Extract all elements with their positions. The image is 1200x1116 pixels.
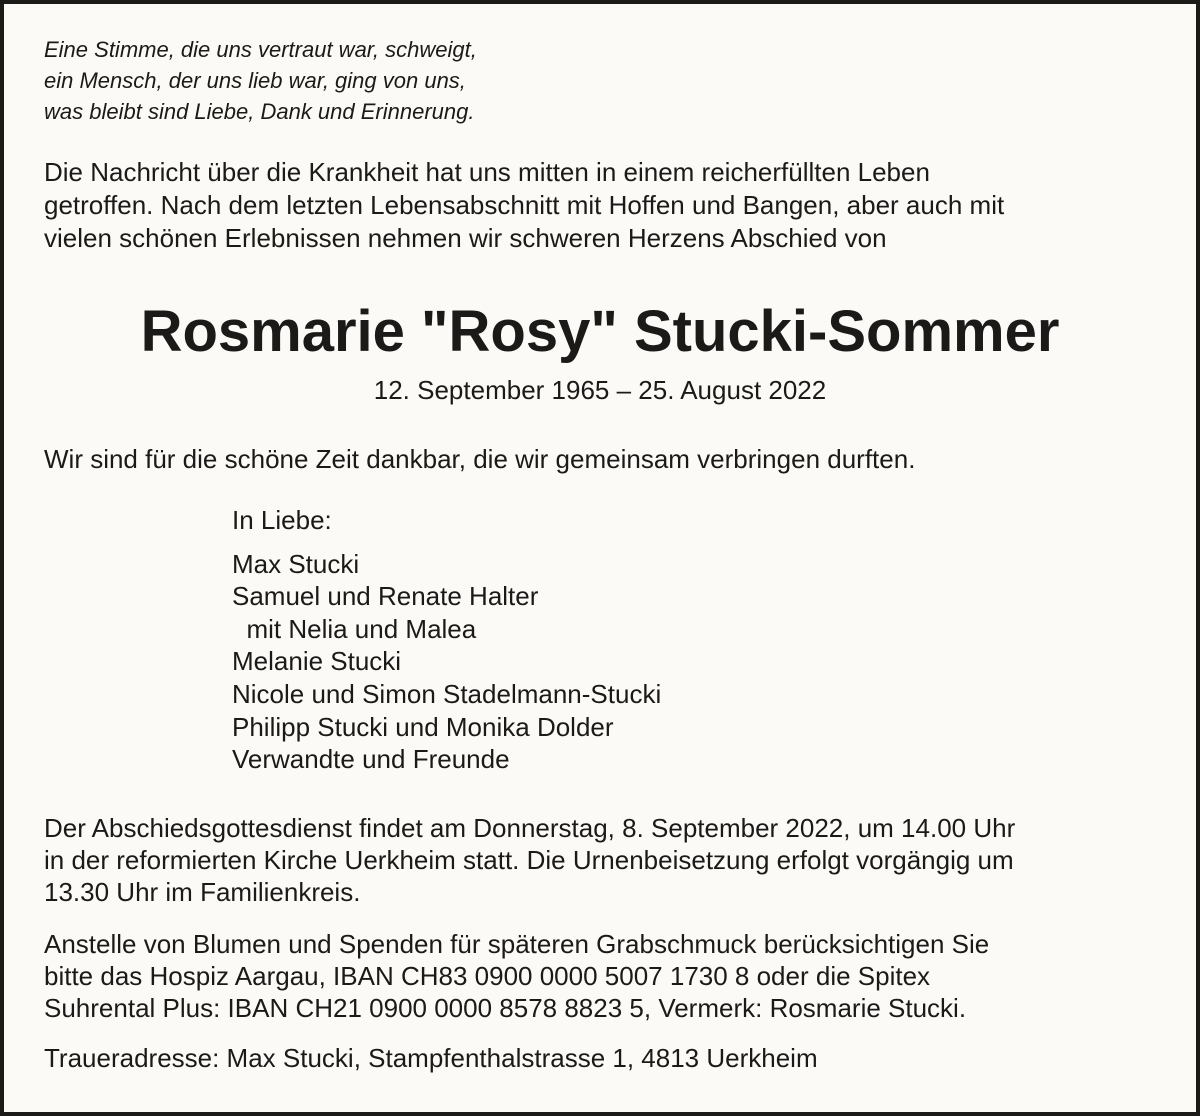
donations-line: bitte das Hospiz Aargau, IBAN CH83 0900 0000 5007 1730 8 oder die Spitex [44, 961, 931, 991]
mourner-name: Max Stucki [232, 548, 360, 579]
mourner-name: Melanie Stucki [232, 646, 402, 677]
mourner-name: Samuel und Renate Halter [232, 581, 539, 612]
intro-line: getroffen. Nach dem letzten Lebensabschnitt mit Hoffen und Bangen, aber auch mit [44, 190, 1005, 220]
intro-line: Die Nachricht über die Krankheit hat uns mitten in einem reicherfüllten Leben [44, 157, 930, 187]
service-paragraph [44, 812, 1164, 908]
mourners-list [232, 504, 661, 776]
life-dates: 12. September 1965 – 25. August 2022 [373, 375, 827, 405]
intro-line: vielen schönen Erlebnissen nehmen wir schweren Herzens Abschied von [44, 223, 887, 253]
mourners-lead: In Liebe: [232, 505, 332, 535]
service-line: Der Abschiedsgottesdienst findet am Donnerstag, 8. September 2022, um 14.00 Uhr [44, 813, 1016, 843]
service-line: in der reformierten Kirche Uerkheim statt. Die Urnenbeisetzung erfolgt vorgängig um [44, 845, 1014, 875]
mourner-name: Philipp Stucki und Monika Dolder [232, 711, 614, 742]
donations-line: Anstelle von Blumen und Spenden für späteren Grabschmuck berücksichtigen Sie [44, 929, 990, 959]
mourner-name: Verwandte und Freunde [232, 744, 510, 775]
mourner-name: mit Nelia und Malea [232, 613, 477, 644]
donations-paragraph [44, 928, 1164, 1024]
service-line: 13.30 Uhr im Familienkreis. [44, 877, 361, 907]
poem [44, 34, 1154, 127]
mourning-address: Traueradresse: Max Stucki, Stampfenthalstrasse 1, 4813 Uerkheim [44, 1043, 818, 1073]
poem-line: was bleibt sind Liebe, Dank und Erinnerung. [44, 99, 475, 124]
deceased-name: Rosmarie "Rosy" Stucki-Sommer [140, 299, 1060, 364]
donations-line: Suhrental Plus: IBAN CH21 0900 0000 8578 8823 5, Vermerk: Rosmarie Stucki. [44, 993, 967, 1023]
poem-line: Eine Stimme, die uns vertraut war, schweigt, [44, 37, 477, 62]
intro-paragraph [44, 156, 1164, 255]
poem-line: ein Mensch, der uns lieb war, ging von uns, [44, 68, 466, 93]
mourner-name: Nicole und Simon Stadelmann-Stucki [232, 678, 662, 709]
thanks-line: Wir sind für die schöne Zeit dankbar, die wir gemeinsam verbringen durften. [44, 444, 916, 474]
